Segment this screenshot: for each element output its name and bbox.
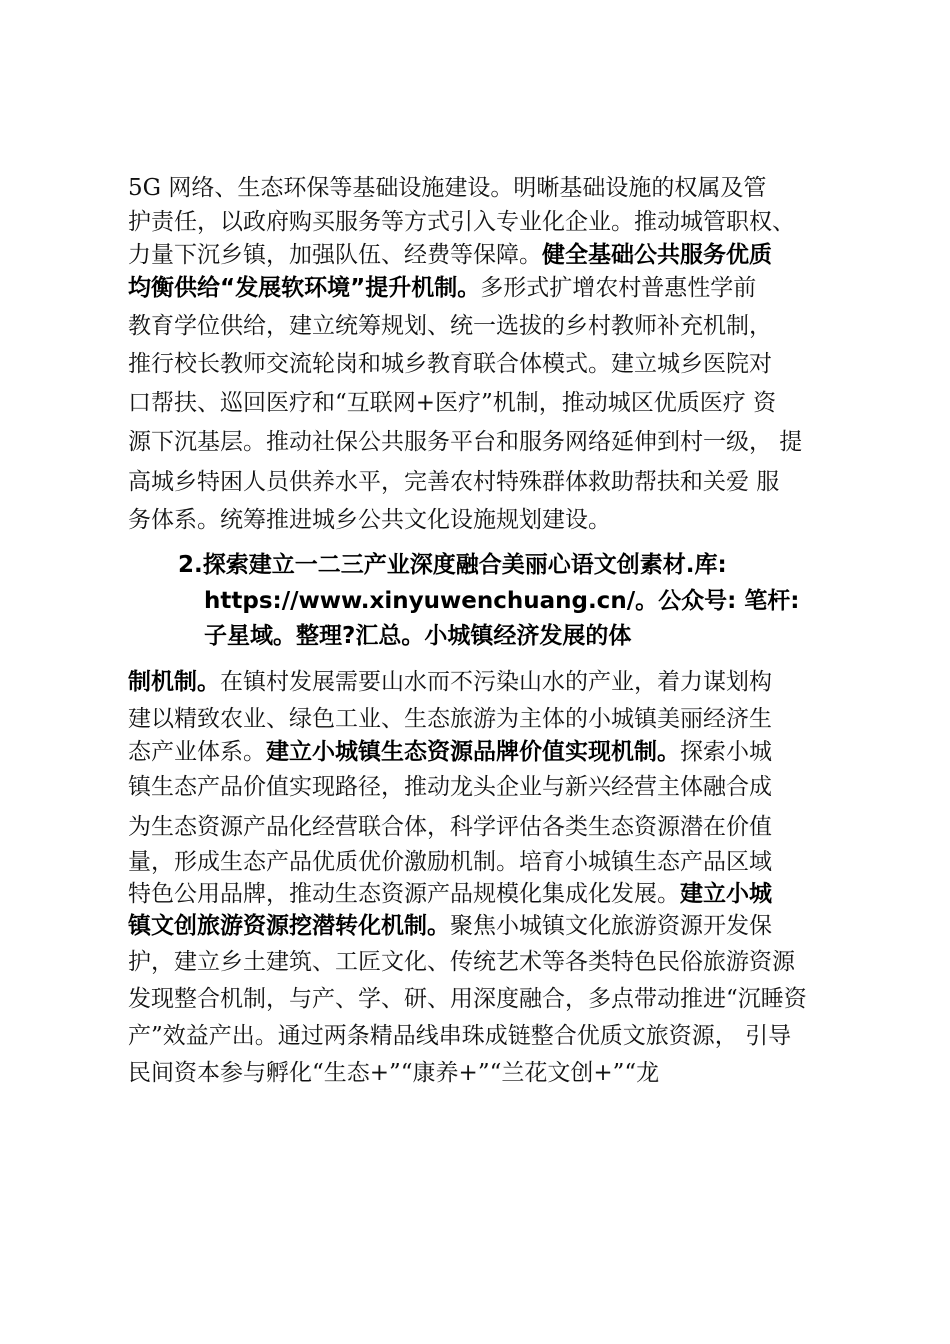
- text-line: 镇生态产品价值实现路径，推动龙头企业与新兴经营主体融合成: [128, 774, 772, 800]
- bold-phrase: 健全基础公共服务优质: [542, 242, 772, 268]
- text-line: 源下沉基层。推动社保公共服务平台和服务网络延伸到村一级， 提: [128, 429, 803, 455]
- bold-phrase: 镇文创旅游资源挖潜转化机制。: [128, 913, 450, 939]
- text-line: 为生态资源产品化经营联合体，科学评估各类生态资源潜在价值: [128, 814, 772, 840]
- text-line: 口帮扶、巡回医疗和“互联网+医疗”机制，推动城区优质医疗 资: [128, 390, 777, 416]
- text-line: 制机制。在镇村发展需要山水而不污染山水的产业，着力谋划构: [128, 669, 772, 695]
- text-line: 高城乡特困人员供养水平，完善农村特殊群体救助帮扶和关爱 服: [128, 469, 780, 495]
- text-line: 镇文创旅游资源挖潜转化机制。聚焦小城镇文化旅游资源开发保: [128, 913, 772, 939]
- text-line: 力量下沉乡镇，加强队伍、经费等保障。健全基础公共服务优质: [128, 242, 772, 268]
- text-line: 护，建立乡土建筑、工匠文化、传统艺术等各类特色民俗旅游资源: [128, 949, 795, 975]
- text-line: 建以精致农业、绿色工业、生态旅游为主体的小城镇美丽经济生: [128, 706, 772, 732]
- text-line: 教育学位供给，建立统筹规划、统一选拔的乡村教师补充机制，: [128, 313, 772, 339]
- section-heading-line: 2.探索建立一二三产业深度融合美丽心语文创素材.库:: [178, 552, 727, 578]
- section-heading-line: 子星域。整理?汇总。小城镇经济发展的体: [204, 623, 632, 649]
- bold-phrase: 均衡供给“发展软环境”提升机制。: [128, 275, 481, 301]
- text-line: 护责任，以政府购买服务等方式引入专业化企业。推动城管职权、: [128, 209, 795, 235]
- text-line: 均衡供给“发展软环境”提升机制。多形式扩增农村普惠性学前: [128, 275, 757, 301]
- text-line: 5G 网络、生态环保等基础设施建设。明晰基础设施的权属及管: [128, 175, 767, 201]
- bold-phrase: 建立小城: [680, 881, 772, 907]
- text-line: 量，形成生态产品优质优价激励机制。培育小城镇生态产品区域: [128, 849, 772, 875]
- text-line: 产”效益产出。通过两条精品线串珠成链整合优质文旅资源， 引导: [128, 1023, 792, 1049]
- bold-phrase: 建立小城镇生态资源品牌价值实现机制。: [266, 739, 680, 765]
- text-line: 民间资本参与孵化“生态+”“康养+”“兰花文创+”“龙: [128, 1060, 660, 1086]
- text-line: 特色公用品牌，推动生态资源产品规模化集成化发展。建立小城: [128, 881, 772, 907]
- text-line: 推行校长教师交流轮岗和城乡教育联合体模式。建立城乡医院对: [128, 351, 772, 377]
- bold-phrase: 制机制。: [128, 669, 220, 695]
- section-heading-line: https://www.xinyuwenchuang.cn/。公众号: 笔杆:: [204, 588, 800, 614]
- text-line: 发现整合机制，与产、学、研、用深度融合，多点带动推进“沉睡资: [128, 986, 807, 1012]
- text-line: 态产业体系。建立小城镇生态资源品牌价值实现机制。探索小城: [128, 739, 772, 765]
- text-line: 务体系。统筹推进城乡公共文化设施规划建设。: [128, 507, 611, 533]
